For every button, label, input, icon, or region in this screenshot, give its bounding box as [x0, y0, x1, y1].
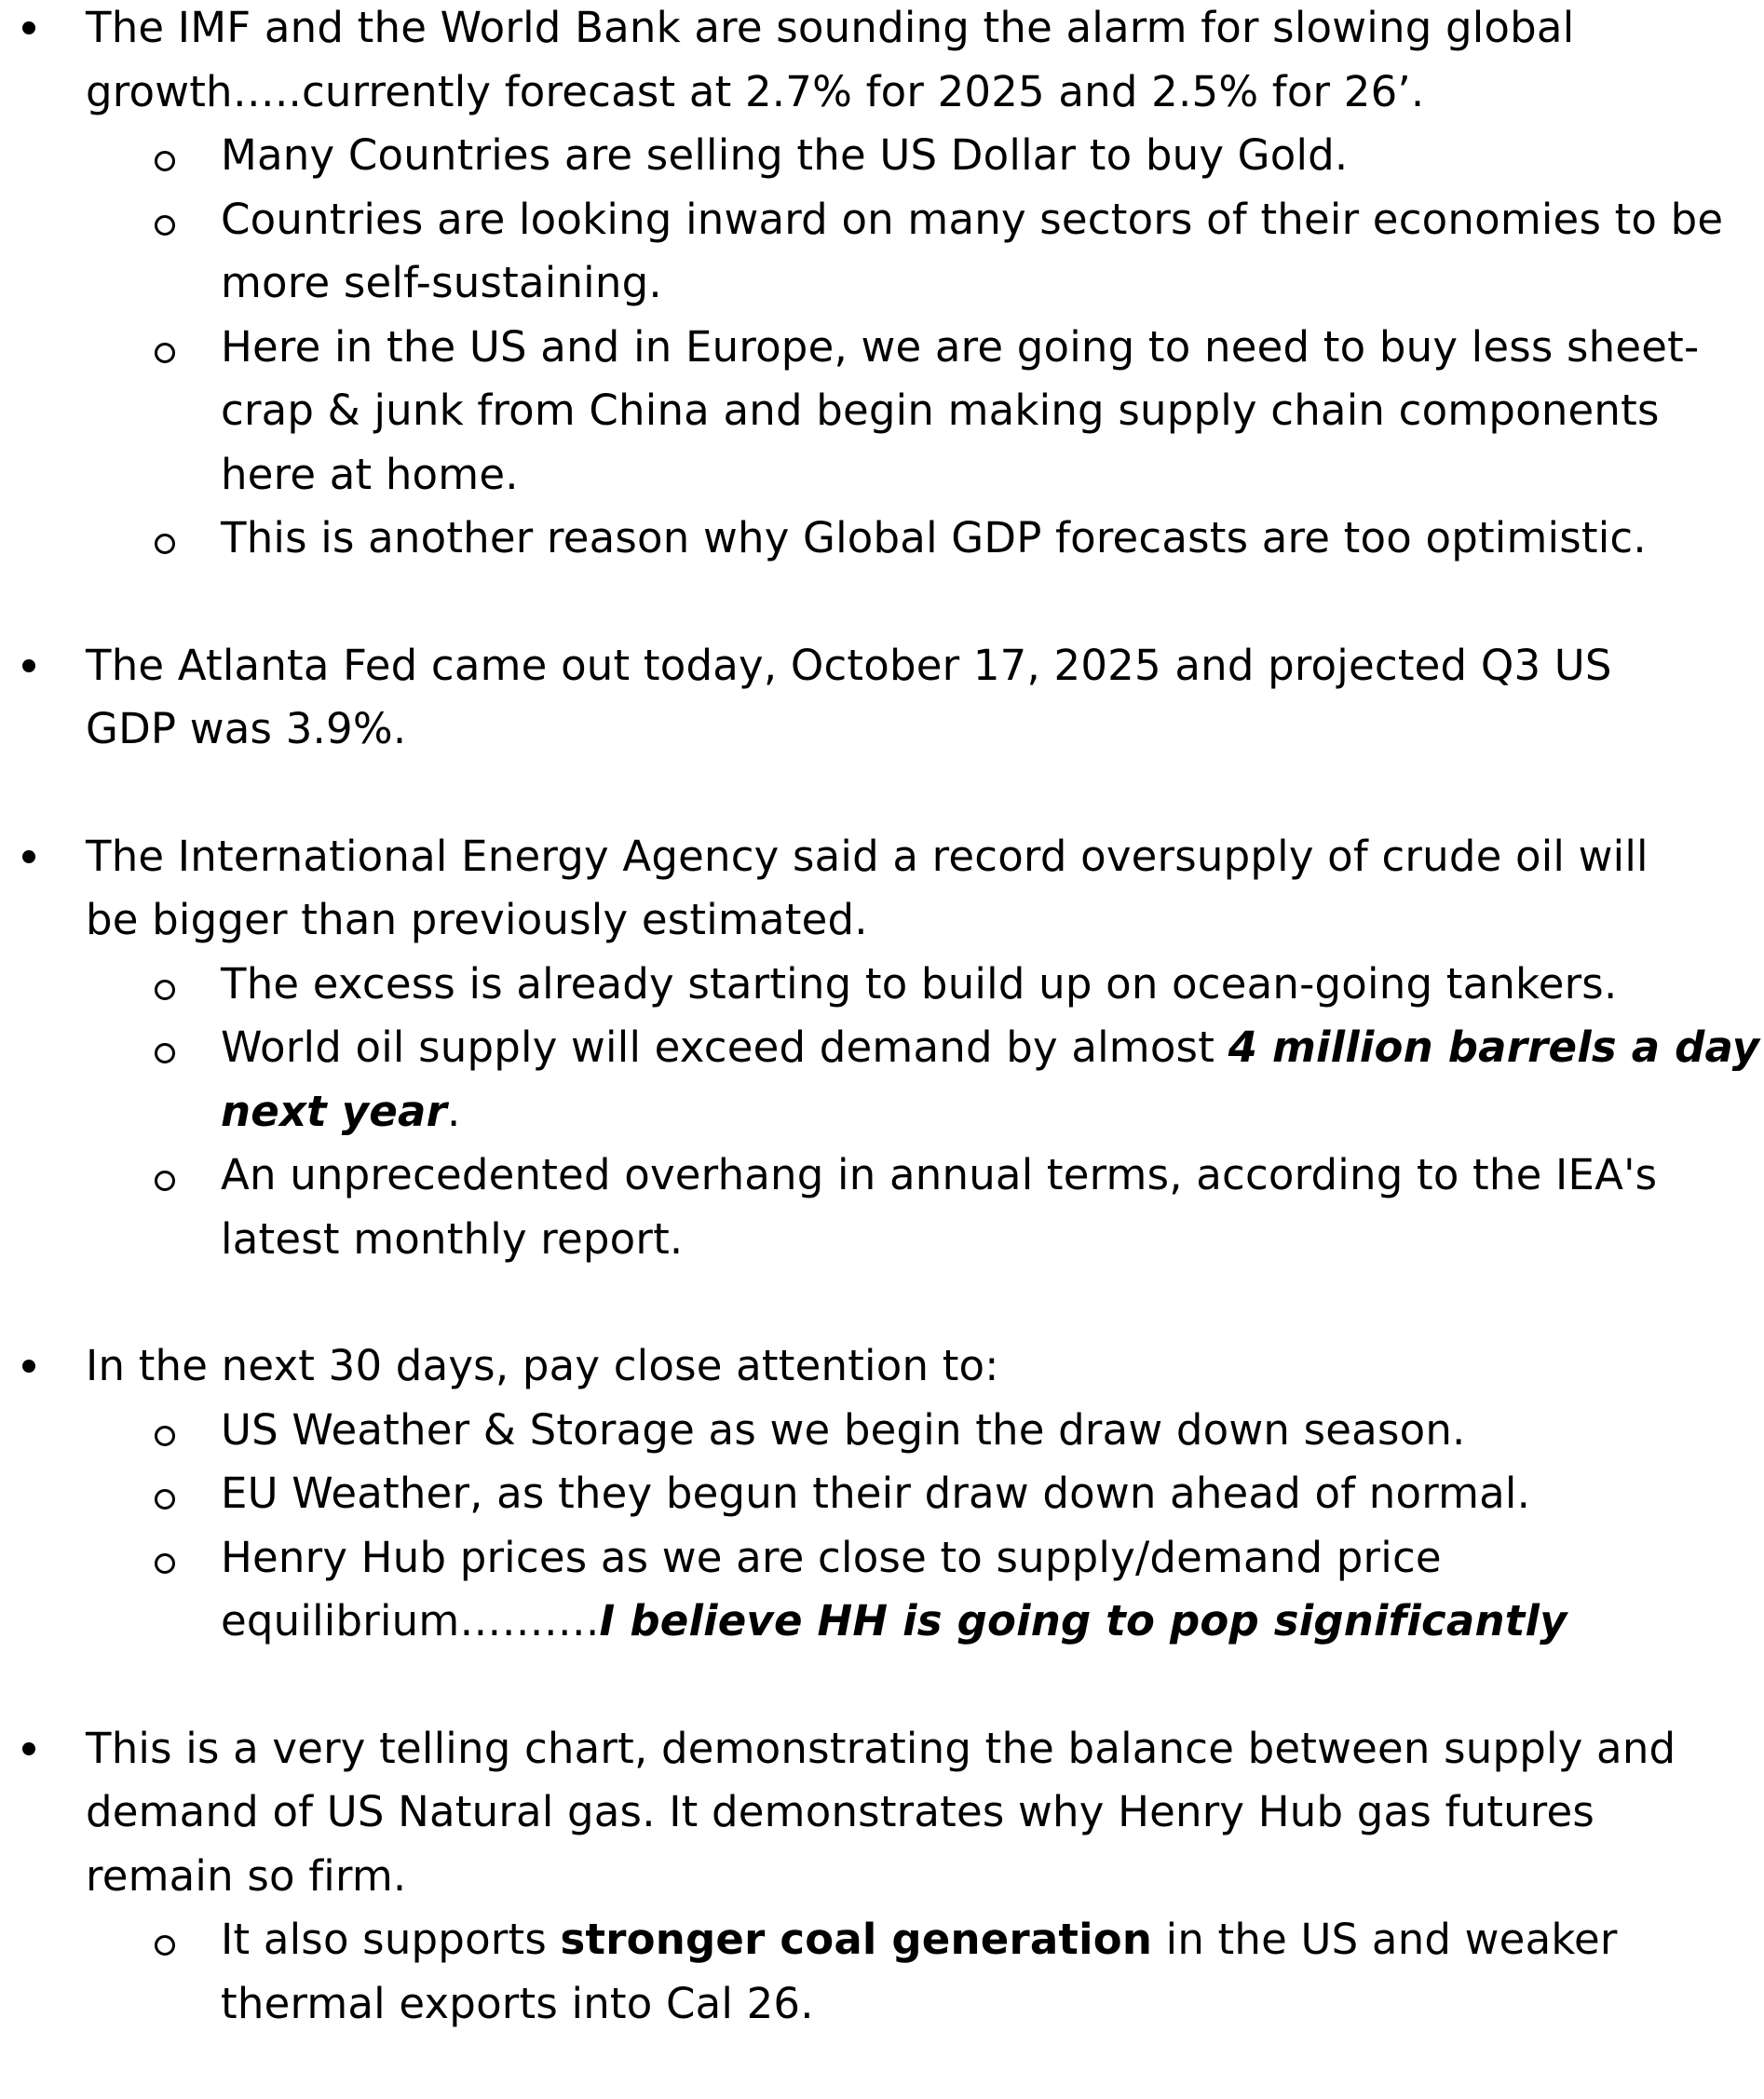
sub-bullet-list	[86, 124, 1724, 571]
bullet-text: This is a very telling chart, demonstrating the balance between supply and demand of US Natural gas. It demonstrates why Henry Hub gas futures remain so firm.	[86, 1723, 1676, 1901]
sub-bullet-item	[86, 1526, 1764, 1654]
text-run: Here in the US and in Europe, we are going to need to buy less sheet-crap & junk from China and begin making supply chain components here at home.	[221, 321, 1700, 499]
sub-bullet-text	[221, 188, 1764, 316]
bullet-item	[0, 825, 1760, 1272]
sub-bullet-item	[86, 507, 1764, 571]
bullet-text: The Atlanta Fed came out today, October 17, 2025 and projected Q3 US GDP was 3.9%.	[86, 640, 1612, 753]
bullet-item	[0, 1334, 1706, 1654]
emphasis-text: I believe HH is going to pop significantly	[599, 1596, 1567, 1645]
sub-bullet-text	[221, 316, 1764, 508]
sub-bullet-item	[86, 1908, 1764, 2036]
bullet-text: The IMF and the World Bank are sounding the alarm for slowing global growth…..currently forecast at 2.7% for 2025 and 2.5% for 26’.	[86, 3, 1575, 116]
sub-bullet-text	[221, 1399, 1764, 1463]
hollow-circle-icon	[155, 953, 175, 1017]
emphasis-text: 4 million barrels a day next year	[221, 1022, 1760, 1136]
hollow-circle-icon	[155, 124, 175, 188]
sub-bullet-text	[221, 124, 1764, 188]
sub-bullet-list	[86, 1908, 1706, 2036]
sub-bullet-item	[86, 124, 1764, 188]
bullet-dot-icon	[22, 21, 35, 34]
hollow-circle-icon	[155, 1462, 175, 1526]
sub-bullet-text	[221, 1908, 1764, 2036]
sub-bullet-list	[86, 953, 1760, 1272]
text-run: .	[446, 1086, 461, 1136]
hollow-circle-icon	[155, 316, 175, 380]
bullet-text: The International Energy Agency said a record oversupply of crude oil will be bigger than previously estimated.	[86, 831, 1649, 944]
text-run: Countries are looking inward on many sectors of their economies to be more self-sustaining.	[221, 194, 1724, 307]
text-run: The excess is already starting to build up on ocean-going tankers.	[221, 958, 1618, 1009]
sub-bullet-item	[86, 188, 1764, 316]
bullet-dot-icon	[22, 1360, 35, 1373]
hollow-circle-icon	[155, 1908, 175, 1972]
text-run: US Weather & Storage as we begin the draw down season.	[221, 1404, 1466, 1455]
sub-bullet-item	[86, 1462, 1764, 1526]
text-run: This is another reason why Global GDP forecasts are too optimistic.	[221, 513, 1647, 562]
bullet-item	[0, 634, 1706, 762]
bullet-text: In the next 30 days, pay close attention to:	[86, 1341, 999, 1390]
bullet-dot-icon	[22, 659, 35, 672]
hollow-circle-icon	[155, 1399, 175, 1463]
sub-bullet-list	[86, 1399, 1706, 1654]
sub-bullet-text	[221, 1462, 1764, 1526]
text-run: It also supports	[221, 1915, 561, 1964]
text-run: An unprecedented overhang in annual terms, according to the IEA's latest monthly report.	[221, 1150, 1658, 1264]
bullet-dot-icon	[22, 850, 35, 863]
bullet-item	[0, 1717, 1706, 2037]
hollow-circle-icon	[155, 1144, 175, 1208]
sub-bullet-item	[86, 1399, 1764, 1463]
hollow-circle-icon	[155, 507, 175, 571]
sub-bullet-item	[86, 316, 1764, 508]
text-run: in the US and weaker thermal exports into Cal 26.	[221, 1915, 1618, 2028]
sub-bullet-text	[221, 953, 1764, 1017]
hollow-circle-icon	[155, 1016, 175, 1080]
text-run: Henry Hub prices as we are close to supply/demand price equilibrium……….	[221, 1532, 1442, 1645]
bullet-dot-icon	[22, 1742, 35, 1755]
sub-bullet-text	[221, 1016, 1764, 1144]
text-run: World oil supply will exceed demand by almost	[221, 1022, 1228, 1072]
hollow-circle-icon	[155, 188, 175, 252]
sub-bullet-item	[86, 1144, 1764, 1271]
hollow-circle-icon	[155, 1526, 175, 1591]
bullet-item	[0, 0, 1724, 571]
sub-bullet-text	[221, 1144, 1764, 1271]
sub-bullet-text	[221, 1526, 1764, 1654]
text-run: EU Weather, as they begun their draw down ahead of normal.	[221, 1469, 1531, 1518]
sub-bullet-text	[221, 507, 1764, 571]
sub-bullet-item	[86, 1016, 1764, 1144]
bold-text: stronger coal generation	[560, 1915, 1153, 1964]
sub-bullet-item	[86, 953, 1764, 1017]
text-run: Many Countries are selling the US Dollar to buy Gold.	[221, 130, 1349, 180]
